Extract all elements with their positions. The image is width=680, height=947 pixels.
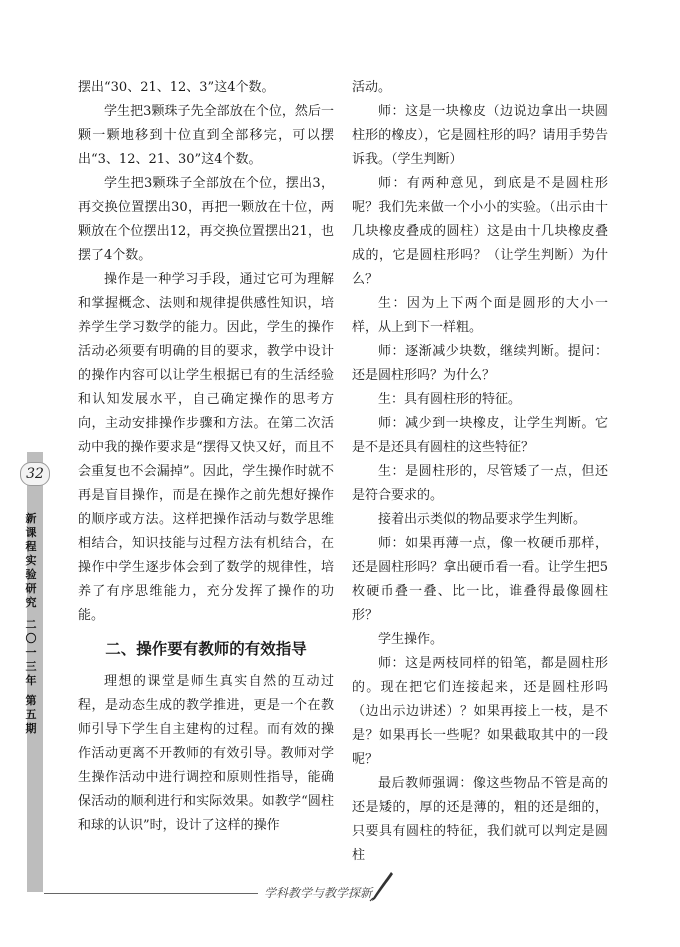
paragraph: 生：因为上下两个面是圆形的大小一样，从上到下一样粗。 [352, 296, 608, 335]
journal-issue: 第五期 [25, 694, 37, 735]
paragraph: 生：是圆柱形的，尽管矮了一点，但还是符合要求的。 [352, 464, 608, 503]
left-column [78, 76, 334, 838]
paragraph: 学生操作。 [378, 632, 444, 647]
paragraph: 师：逐渐减少块数，继续判断。提问：还是圆柱形吗？为什么？ [352, 344, 608, 383]
paragraph: 操作是一种学习手段，通过它可为理解和掌握概念、法则和规律提供感性知识，培养学生学习数学的能力。因此，学生的操作活动必须要有明确的目的要求，教学中设计的操作内容可以让学生根据已有的生活经验和认知发展水平，自己确定操作的思考方向，主动安排操作步骤和方法。在第二次活动中我的操作要求是“摆得又快又好，而且不会重复也不会漏掉”。因此，学生操作时就不再是盲目操作，而是在操作之前先想好操作的顺序或方法。这样把操作活动与数学思维相结合，知识技能与过程方法有机结合，在操作中学生逐步体会到了数学的规律性，培养了有序思维能力，充分发挥了操作的功能。 [78, 272, 334, 623]
page-number: 32 [20, 462, 50, 486]
journal-year: 二〇一三年 [25, 618, 37, 687]
paragraph: 接着出示类似的物品要求学生判断。 [378, 512, 587, 527]
paragraph: 师：这是两枝同样的铅笔，都是圆柱形的。现在把它们连接起来，还是圆柱形吗（边出示边讲述）？如果再接上一枝，是不是？如果再长一些呢？如果截取其中的一段呢？ [352, 656, 608, 767]
paragraph: 理想的课堂是师生真实自然的互动过程，是动态生成的教学推进，更是一个在教师引导下学生自主建构的过程。而有效的操作活动更离不开教师的有效引导。教师对学生操作活动中进行调控和原则性指导，能确保活动的顺利进行和实际效果。如教学“圆柱和球的认识”时，设计了这样的操作 [78, 674, 334, 833]
paragraph: 学生把3颗珠子先全部放在个位，然后一颗一颗地移到十位直到全部移完，可以摆出“3、12、21、30”这4个数。 [78, 104, 334, 167]
journal-info [22, 512, 40, 736]
right-column [352, 76, 608, 868]
journal-name: 新课程实验研究 [25, 512, 37, 609]
paragraph: 师：减少到一块橡皮，让学生判断。它是不是还具有圆柱的这些特征？ [352, 416, 608, 455]
footer-rule [44, 893, 258, 894]
paragraph: 师：如果再薄一点，像一枚硬币那样，还是圆柱形吗？拿出硬币看一看。让学生把5枚硬币叠一叠、比一比，谁叠得最像圆柱形？ [352, 536, 608, 623]
section-heading: 二、操作要有教师的有效指导 [105, 640, 307, 658]
footer-title: 学科教学与教学探新 [264, 886, 373, 900]
paragraph: 师：这是一块橡皮（边说边拿出一块圆柱形的橡皮），它是圆柱形的吗？请用手势告诉我。（学生判断） [352, 104, 608, 167]
paragraph: 最后教师强调：像这些物品不管是高的还是矮的，厚的还是薄的，粗的还是细的，只要具有圆柱的特征，我们就可以判定是圆柱 [352, 776, 608, 863]
paragraph: 摆出“30、21、12、3”这4个数。 [78, 80, 275, 95]
paragraph: 师：有两种意见，到底是不是圆柱形呢？我们先来做一个小小的实验。（出示由十几块橡皮叠成的圆柱）这是由十几块橡皮叠成的，它是圆柱形吗？（让学生判断）为什么？ [352, 176, 608, 287]
paragraph: 活动。 [352, 80, 392, 95]
pen-icon [369, 870, 395, 902]
paragraph: 生：具有圆柱形的特征。 [378, 392, 522, 407]
paragraph: 学生把3颗珠子全部放在个位，摆出3，再交换位置摆出30，再把一颗放在十位，两颗放在个位摆出12，再交换位置摆出21，也摆了4个数。 [78, 176, 334, 263]
